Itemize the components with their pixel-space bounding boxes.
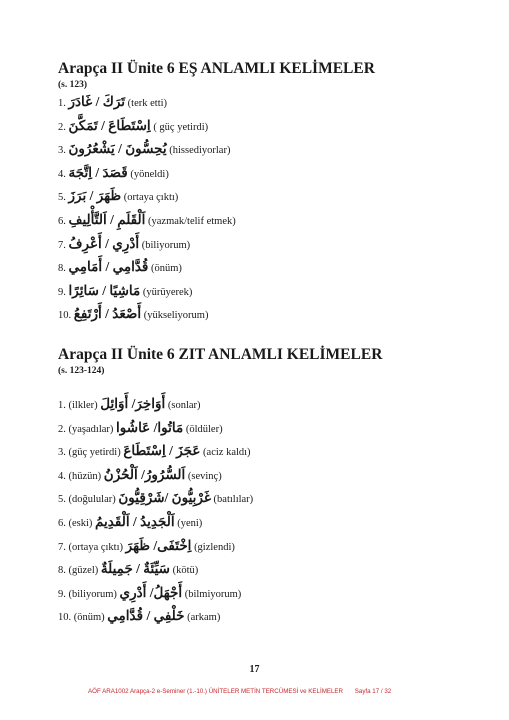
item-number: 3. [58, 447, 66, 459]
synonym-row [58, 118, 208, 136]
item-number: 1. [58, 98, 66, 109]
turkish-meaning-left: (eski) [68, 518, 93, 529]
synonym-row [58, 165, 169, 183]
arabic-word-pair: اَلسُّرُورُ/ اَلْحُزْنُ [103, 466, 186, 482]
turkish-meaning-right: (batılılar) [213, 494, 254, 506]
arabic-word-pair: سَيِّئَةٌ / جَمِيلَةٌ [100, 561, 170, 577]
footer-page-count: Sayfa 17 / 32 [354, 688, 392, 695]
arabic-word-pair: اِسْتَطَاعَ / تَمَكَّنَ [68, 117, 151, 133]
turkish-meaning-right: (sevinç) [187, 470, 222, 482]
item-number: 7. [58, 239, 66, 251]
turkish-meaning-right: (gizlendi) [194, 541, 235, 553]
turkish-meaning-left: (ilkler) [68, 400, 98, 411]
synonym-row [58, 212, 236, 230]
page-footer [88, 688, 448, 695]
arabic-word-pair: يُحِسُّونَ / يَشْعُرُونَ [68, 141, 167, 157]
turkish-meaning-right: (kötü) [172, 565, 199, 577]
turkish-meaning: (yöneldi) [130, 168, 169, 180]
footer-title: AÖF ARA1002 Arapça-2 e-Seminer (1.-10.) ÜNİTELER METİN TERCÜMESİ ve KELİMELER [88, 688, 344, 695]
antonym-row [58, 420, 223, 438]
section-title-synonyms: Arapça II Ünite 6 EŞ ANLAMLI KELİMELER [58, 60, 375, 77]
section-title-antonyms: Arapça II Ünite 6 ZIT ANLAMLI KELİMELER [58, 346, 383, 363]
antonym-row [58, 514, 202, 532]
turkish-meaning-right: (bilmiyorum) [184, 588, 242, 600]
turkish-meaning: (ortaya çıktı) [123, 192, 179, 204]
synonym-row [58, 259, 182, 277]
antonym-row [58, 608, 220, 626]
item-number: 2. [58, 121, 66, 133]
arabic-word-pair: اِخْتَفَى/ ظَهَرَ [125, 537, 192, 553]
turkish-meaning-right: (arkam) [187, 612, 221, 624]
arabic-word-pair: قَصَدَ / اِتَّجَهَ [68, 164, 128, 180]
arabic-word-pair: عَجَزَ / اِسْتَطَاعَ [123, 443, 201, 459]
synonym-row [58, 141, 230, 159]
turkish-meaning-right: (öldüler) [185, 423, 223, 435]
synonym-row [58, 236, 190, 254]
turkish-meaning: ( güç yetirdi) [153, 121, 209, 133]
antonym-row [58, 490, 253, 508]
arabic-word-pair: أَدْرِي / أَعْرِفُ [68, 235, 140, 251]
arabic-word-pair: مَاشِيًا / سَائِرًا [68, 282, 141, 298]
turkish-meaning-left: (güç yetirdi) [68, 447, 121, 459]
antonym-row [58, 538, 235, 556]
antonym-row [58, 585, 241, 603]
turkish-meaning-left: (hüzün) [68, 470, 102, 482]
synonym-row [58, 188, 178, 206]
turkish-meaning: (terk etti) [127, 98, 168, 109]
antonym-row [58, 443, 251, 461]
turkish-meaning-right: (sonlar) [167, 400, 201, 411]
item-number: 7. [58, 541, 66, 553]
turkish-meaning-left: (önüm) [73, 612, 105, 624]
item-number: 10. [58, 310, 72, 322]
item-number: 3. [58, 145, 66, 157]
item-number: 4. [58, 168, 66, 180]
arabic-word-pair: غَرْبِيُّونَ /شَرْقِيُّونَ [118, 490, 211, 506]
section-page-ref: (s. 123-124) [58, 366, 105, 376]
item-number: 5. [58, 494, 66, 506]
arabic-word-pair: اَلْقَلَمِ / اَلتَّأْلِيفِ [68, 212, 146, 227]
turkish-meaning-left: (güzel) [68, 565, 99, 577]
arabic-word-pair: ظَهَرَ / بَرَزَ [68, 188, 122, 204]
item-number: 8. [58, 565, 66, 577]
turkish-meaning-left: (biliyorum) [68, 588, 117, 600]
turkish-meaning-left: (ortaya çıktı) [68, 541, 124, 553]
antonym-row [58, 467, 222, 485]
item-number: 9. [58, 588, 66, 600]
turkish-meaning-left: (doğulular) [68, 494, 116, 506]
turkish-meaning-right: (aciz kaldı) [203, 447, 251, 459]
item-number: 9. [58, 286, 66, 298]
antonym-row [58, 561, 198, 579]
antonym-row [58, 396, 201, 414]
turkish-meaning: (biliyorum) [141, 239, 191, 251]
item-number: 8. [58, 263, 66, 275]
item-number: 5. [58, 192, 66, 204]
turkish-meaning: (yazmak/telif etmek) [148, 216, 236, 227]
arabic-word-pair: خَلْفِي / قُدَّامِي [107, 608, 185, 624]
turkish-meaning-right: (yeni) [177, 518, 203, 529]
arabic-word-pair: أَصْعَدُ / أَرْتَفِعُ [73, 306, 142, 322]
synonym-row [58, 283, 192, 301]
turkish-meaning: (yürüyerek) [142, 286, 193, 298]
item-number: 10. [58, 612, 72, 624]
arabic-word-pair: قُدَّامِي / أَمَامِي [68, 259, 149, 275]
item-number: 6. [58, 216, 66, 227]
arabic-word-pair: مَاتُوا/ عَاشُوا [116, 419, 184, 435]
synonym-row [58, 306, 208, 324]
arabic-word-pair: تَرَكَ / غَادَرَ [68, 94, 126, 109]
item-number: 2. [58, 423, 66, 435]
turkish-meaning: (hissediyorlar) [169, 145, 231, 157]
arabic-word-pair: أَجْهَلُ/ أَدْرِي [119, 584, 183, 600]
item-number: 1. [58, 400, 66, 411]
item-number: 6. [58, 518, 66, 529]
turkish-meaning: (yükseliyorum) [143, 310, 209, 322]
arabic-word-pair: أَوَاخِرَ/ أَوَائِلَ [100, 396, 166, 411]
arabic-word-pair: اَلْجَدِيدُ / اَلْقَدِيمُ [95, 514, 175, 529]
section-page-ref: (s. 123) [58, 80, 88, 90]
item-number: 4. [58, 470, 66, 482]
turkish-meaning-left: (yaşadılar) [68, 423, 114, 435]
synonym-row [58, 94, 167, 112]
page-number: 17 [249, 664, 260, 675]
turkish-meaning: (önüm) [150, 263, 182, 275]
